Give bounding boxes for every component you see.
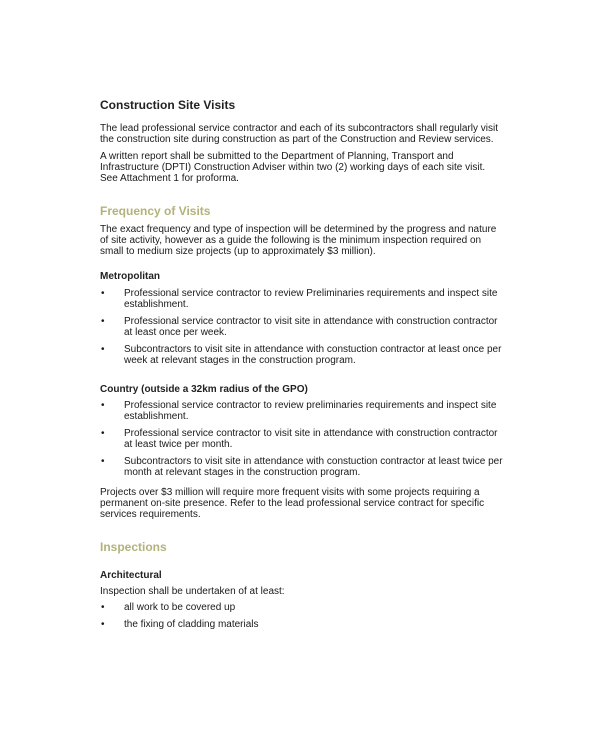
metropolitan-heading: Metropolitan	[100, 271, 160, 282]
list-item	[100, 428, 505, 450]
list-item	[100, 344, 505, 366]
page-title: Construction Site Visits	[100, 98, 236, 112]
architectural-list	[100, 602, 505, 630]
country-heading: Country (outside a 32km radius of the GPO)	[100, 384, 308, 395]
list-item-text: Professional service contractor to review Preliminaries requirements and inspect site establishment.	[124, 288, 498, 310]
frequency-paragraph: The exact frequency and type of inspection will be determined by the progress and nature of site activity, however as a guide the following is the minimum inspection required on small to medium size projects (up to approximately $3 million).	[100, 224, 497, 257]
list-item-text: Subcontractors to visit site in attendance with constuction contractor at least once per week at relevant stages in the construction program.	[124, 344, 502, 366]
intro-paragraph-1: The lead professional service contractor and each of its subcontractors shall regularly visit the construction site during construction as part of the Construction and Review services.	[100, 123, 498, 145]
bullet-icon: •	[101, 428, 105, 439]
bullet-icon: •	[101, 619, 105, 630]
metropolitan-list	[100, 288, 505, 366]
bullet-icon: •	[101, 456, 105, 467]
list-item-text: Subcontractors to visit site in attendance with constuction contractor at least twice per month at relevant stages in the construction program.	[124, 456, 503, 478]
frequency-heading: Frequency of Visits	[100, 204, 211, 218]
country-list	[100, 400, 505, 478]
bullet-icon: •	[101, 602, 105, 613]
list-item-text: Professional service contractor to review preliminaries requirements and inspect site establishment.	[124, 400, 497, 422]
bullet-icon: •	[101, 400, 105, 411]
bullet-icon: •	[101, 288, 105, 299]
architectural-lead: Inspection shall be undertaken of at least:	[100, 586, 285, 597]
inspections-heading: Inspections	[100, 540, 167, 554]
list-item	[100, 602, 505, 613]
intro-paragraph-2: A written report shall be submitted to the Department of Planning, Transport and Infrastructure (DPTI) Construction Adviser within two (2) working days of each site visit. See Attachment 1 for proforma.	[100, 151, 486, 184]
list-item-text: Professional service contractor to visit site in attendance with construction contractor at least once per week.	[124, 316, 498, 338]
list-item	[100, 619, 505, 630]
architectural-heading: Architectural	[100, 570, 162, 581]
bullet-icon: •	[101, 316, 105, 327]
list-item	[100, 400, 505, 422]
list-item	[100, 288, 505, 310]
frequency-closing-paragraph: Projects over $3 million will require more frequent visits with some projects requiring a permanent on-site presence. Refer to the lead professional service contract for specific services requirements.	[100, 487, 485, 520]
list-item-text: the fixing of cladding materials	[124, 619, 259, 630]
list-item	[100, 316, 505, 338]
list-item	[100, 456, 505, 478]
bullet-icon: •	[101, 344, 105, 355]
list-item-text: Professional service contractor to visit site in attendance with construction contractor at least twice per month.	[124, 428, 498, 450]
list-item-text: all work to be covered up	[124, 602, 236, 613]
